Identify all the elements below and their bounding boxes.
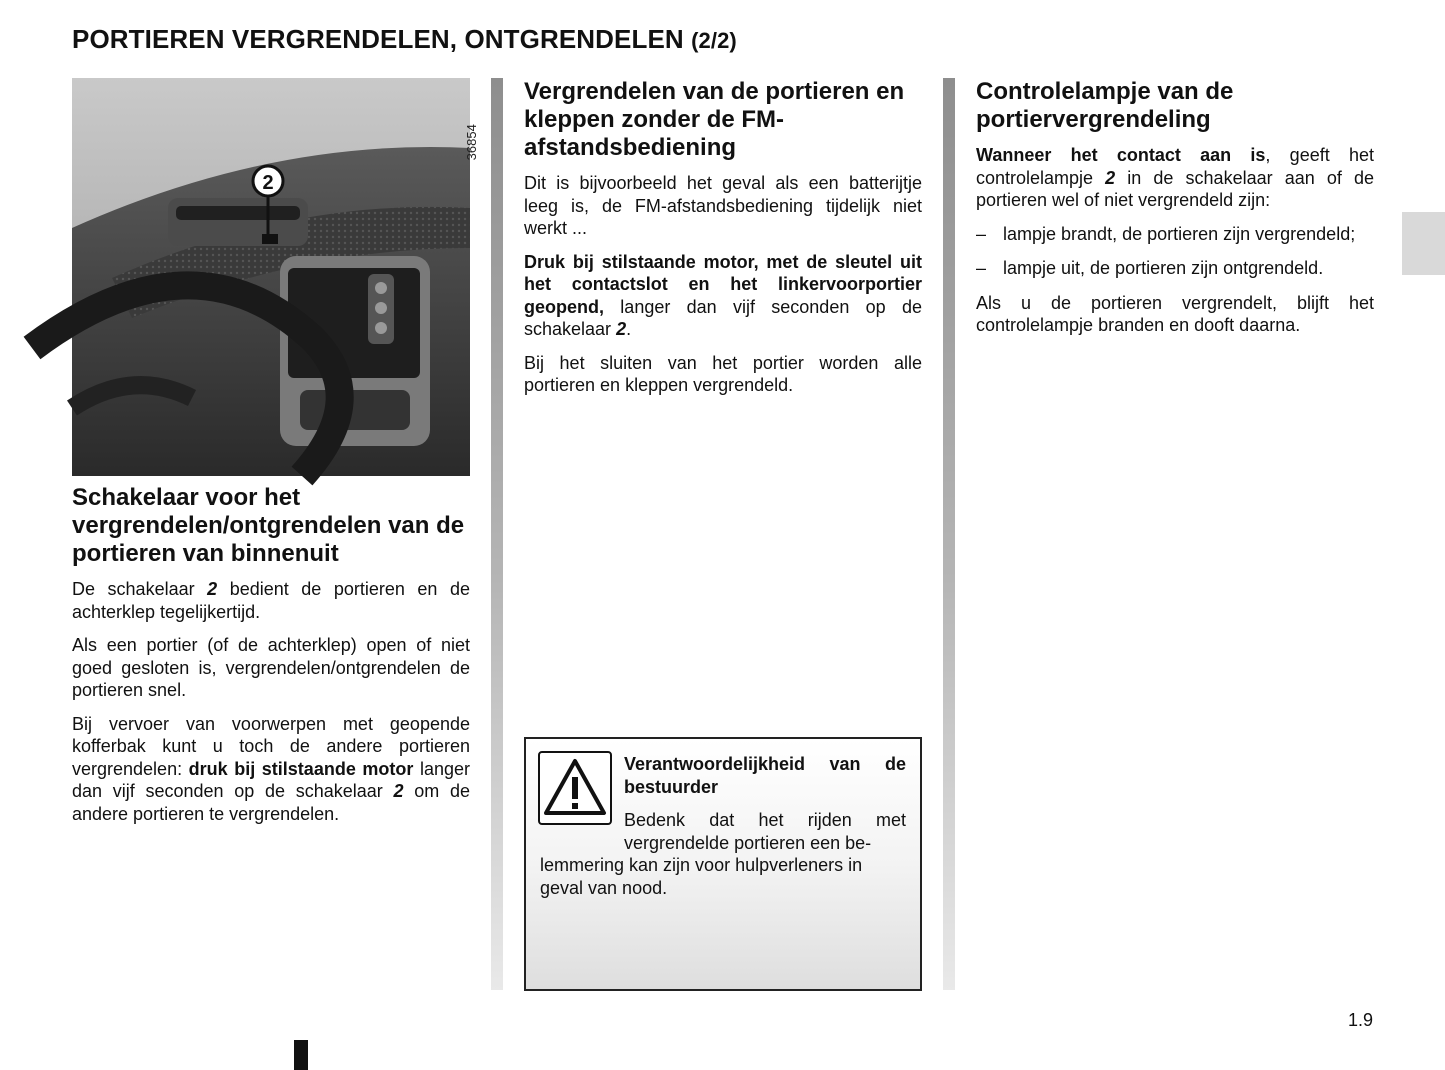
list-item: – lampje brandt, de portieren zijn vergrendeld; xyxy=(976,223,1356,244)
column-divider-left xyxy=(491,78,503,990)
warning-title: Verantwoordelijkheid van de bestuurder xyxy=(624,754,906,797)
figure-id: 36854 xyxy=(464,124,479,161)
column-left xyxy=(72,78,479,836)
indicator-status-list xyxy=(976,223,1374,280)
no-remote-paragraph-1: Dit is bijvoorbeeld het geval als een batterijtje leeg is, de FM-afstandsbediening tijdelijk niet werkt ... xyxy=(524,173,922,238)
no-remote-section-heading: Vergrendelen van de portieren en kleppen zonder de FM-afstandsbediening xyxy=(524,78,905,161)
switch-paragraph-1: De schakelaar 2 bedient de portieren en de achterklep tegelijkertijd. xyxy=(72,579,470,622)
column-right xyxy=(976,78,1374,348)
page-number: 1.9 xyxy=(1347,1010,1373,1030)
warning-box xyxy=(524,737,922,991)
switch-section-heading: Schakelaar voor het vergrendelen/ontgrendelen van de portieren van binnenuit xyxy=(72,484,465,567)
indicator-section-heading: Controlelampje van de portiervergrendeling xyxy=(976,78,1234,133)
warning-triangle-icon xyxy=(538,751,612,825)
switch-paragraph-3: Bij vervoer van voorwerpen met geopende kofferbak kunt u toch de andere portieren vergrendelen: druk bij stilstaande motor langer dan vijf seconden op de schakelaar 2 om de andere portieren te vergrendelen. xyxy=(72,713,470,824)
warning-text-part-2: lemmering kan zijn voor hulpverleners in geval van nood. xyxy=(540,855,863,898)
chapter-tab xyxy=(1402,212,1445,275)
warning-text-part-1: Bedenk dat het rijden met vergrendelde portieren een be- xyxy=(624,810,906,853)
dashboard-illustration xyxy=(72,78,470,476)
column-middle xyxy=(524,78,922,408)
page-title: PORTIEREN VERGRENDELEN, ONTGRENDELEN (2/2) xyxy=(72,24,737,54)
no-remote-paragraph-3: Bij het sluiten van het portier worden alle portieren en kleppen vergrendeld. xyxy=(524,352,922,395)
indicator-paragraph-2: Als u de portieren vergrendelt, blijft het controlelampje branden en dooft daarna. xyxy=(976,292,1374,335)
no-remote-paragraph-2: Druk bij stilstaande motor, met de sleutel uit het contactslot en het linkervoorportier geopend, langer dan vijf seconden op de schakelaar 2. xyxy=(524,251,922,339)
page-part-indicator: (2/2) xyxy=(691,28,737,53)
list-item: – lampje uit, de portieren zijn ontgrendeld. xyxy=(976,258,1324,278)
column-divider-right xyxy=(943,78,955,990)
indicator-paragraph-1: Wanneer het contact aan is, geeft het controlelampje 2 in de schakelaar aan of de portieren wel of niet vergrendeld zijn: xyxy=(976,145,1374,210)
print-registration-mark xyxy=(294,1040,308,1070)
photo-callout-number: 2 xyxy=(262,172,274,194)
switch-paragraph-2: Als een portier (of de achterklep) open of niet goed gesloten is, vergrendelen/ontgrendelen de portieren snel. xyxy=(72,635,470,700)
dashboard-photo xyxy=(72,78,479,476)
